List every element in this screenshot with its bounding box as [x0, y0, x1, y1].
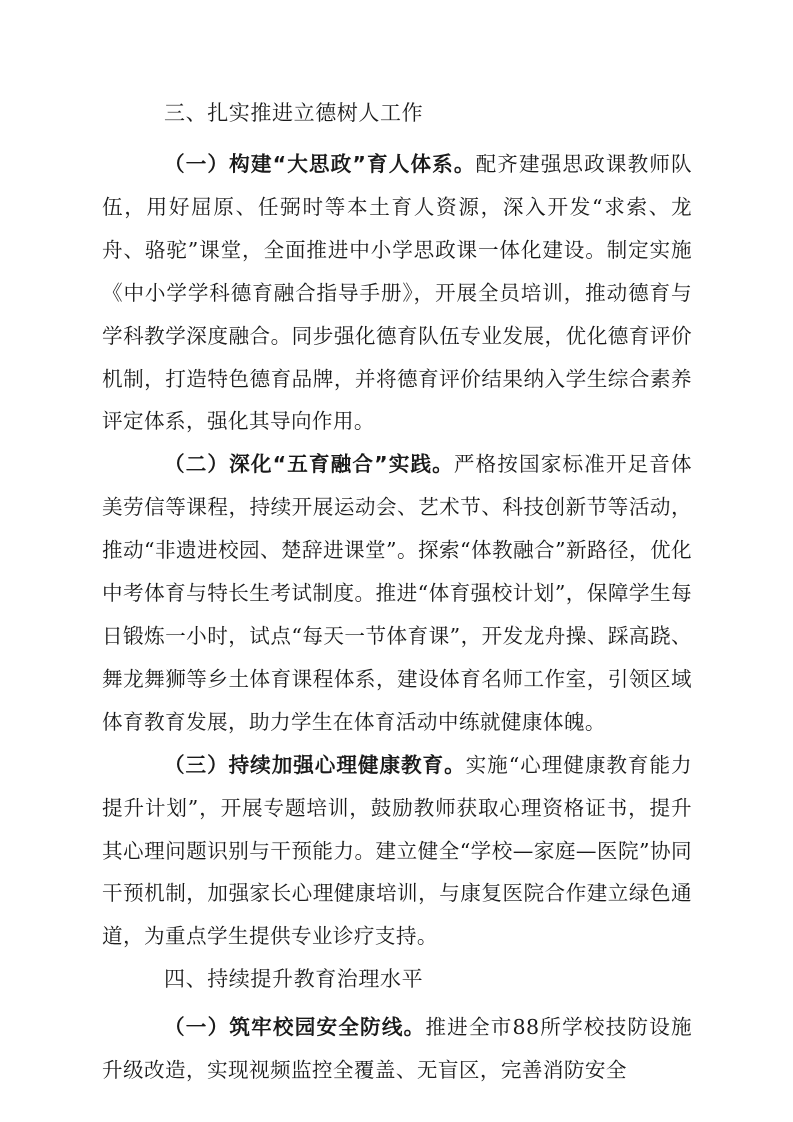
paragraph-lead: （一）筑牢校园安全防线。	[164, 1015, 426, 1040]
paragraph-3-3	[102, 744, 692, 959]
paragraph-lead: （一）构建“大思政”育人体系。	[164, 152, 476, 176]
section-heading-3: 三、扎实推进立德树人工作	[164, 101, 424, 125]
paragraph-body: 实施“心理健康教育能力提升计划”，开展专题培训，鼓励教师获取心理资格证书，提升其心理问题识别与干预能力。建立健全“学校—家庭—医院”协同干预机制，加强家长心理健康培训，与康复医院合作建立绿色通道，为重点学生提供专业诊疗支持。	[102, 752, 692, 949]
paragraph-body: 配齐建强思政课教师队伍，用好屈原、任弼时等本土育人资源，深入开发“求索、龙舟、骆驼”课堂，全面推进中小学思政课一体化建设。制定实施《中小学学科德育融合指导手册》，开展全员培训，推动德育与学科教学深度融合。同步强化德育队伍专业发展，优化德育评价机制，打造特色德育品牌，并将德育评价结果纳入学生综合素养评定体系，强化其导向作用。	[102, 152, 692, 434]
document-body	[102, 100, 692, 1092]
paragraph-3-1	[102, 143, 692, 443]
paragraph-lead: （三）持续加强心理健康教育。	[164, 752, 466, 777]
paragraph-4-1	[102, 1006, 692, 1092]
paragraph-lead: （二）深化“五育融合”实践。	[164, 452, 454, 477]
paragraph-body: 推进全市88所学校技防设施升级改造，实现视频监控全覆盖、无盲区，完善消防安全	[102, 1015, 692, 1083]
section-heading-4: 四、持续提升教育治理水平	[164, 967, 424, 992]
paragraph-body: 严格按国家标准开足音体美劳信等课程，持续开展运动会、艺术节、科技创新节等活动，推动“非遗进校园、楚辞进课堂”。探索“体教融合”新路径，优化中考体育与特长生考试制度。推进“体育强校计划”，保障学生每日锻炼一小时，试点“每天一节体育课”，开发龙舟操、踩高跷、舞龙舞狮等乡土体育课程体系，建设体育名师工作室，引领区域体育教育发展，助力学生在体育活动中练就健康体魄。	[102, 452, 692, 734]
paragraph-3-2	[102, 443, 692, 743]
